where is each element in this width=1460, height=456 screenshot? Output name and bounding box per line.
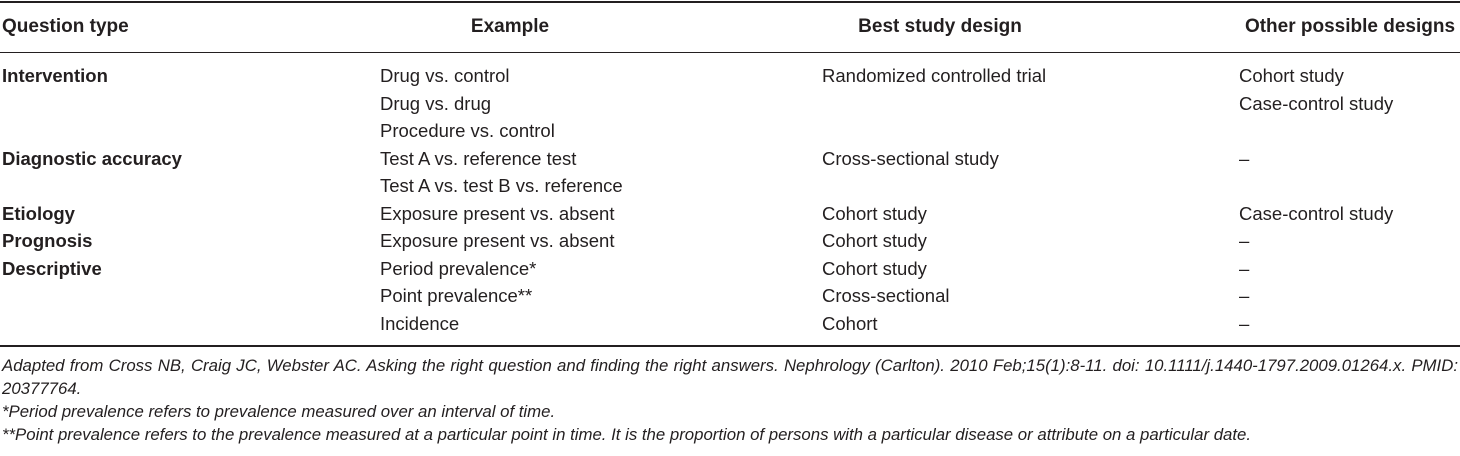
cell-best-design: Randomized controlled trial [822,65,1047,86]
table-row [0,172,1460,200]
header-best-study-design: Best study design [858,16,1022,37]
cell-other-designs: – [1239,230,1250,251]
cell-example: Exposure present vs. absent [380,202,615,224]
cell-best-design: Cohort [822,312,878,334]
table-row [0,255,1460,283]
cell-question-type: Intervention [2,65,108,86]
footnote-source: Adapted from Cross NB, Craig JC, Webster AC. Asking the right question and finding the right answers. Nephrology (Carlton). 2010 Feb;15(1):8-11. doi: 10.1111/j.1440-1797.2009.01264.x. PMID: 20377764. [2,356,1458,398]
cell-example: Drug vs. control [380,65,510,86]
footnote-point-prevalence: **Point prevalence refers to the prevalence measured at a particular point in time. It is the proportion of persons with a particular disease or attribute on a particular date. [2,425,1252,444]
table-row [0,117,1460,145]
header-question-type: Question type [2,16,129,37]
table-row [0,145,1460,173]
table-row [0,310,1460,338]
cell-best-design: Cohort study [822,202,927,224]
cell-other-designs: – [1239,285,1250,306]
header-other-possible-designs: Other possible designs [1244,16,1456,37]
cell-other-designs: – [1239,257,1250,279]
cell-example: Incidence [380,312,460,334]
header-rule [0,52,1460,53]
table-row [0,90,1460,118]
table-bottom-rule [0,345,1460,347]
table-top-rule [0,1,1460,3]
cell-example: Test A vs. test B vs. reference [380,175,623,196]
cell-question-type: Descriptive [2,257,102,279]
cell-other-designs: – [1239,312,1250,334]
table-footnotes [2,354,1458,446]
table-row [0,62,1460,90]
cell-question-type: Prognosis [2,230,93,251]
cell-example: Point prevalence** [380,285,533,306]
table-body [0,62,1460,337]
cell-question-type: Diagnostic accuracy [2,147,182,169]
cell-example: Test A vs. reference test [380,147,577,169]
table-row [0,282,1460,310]
cell-best-design: Cross-sectional [822,285,950,306]
cell-other-designs: Cohort study [1239,65,1344,86]
cell-best-design: Cohort study [822,230,927,251]
cell-other-designs: Case-control study [1239,92,1394,114]
footnote-period-prevalence: *Period prevalence refers to prevalence measured over an interval of time. [2,402,556,421]
header-example: Example [470,16,550,37]
cell-best-design: Cross-sectional study [822,147,999,169]
cell-example: Procedure vs. control [380,120,555,141]
cell-example: Period prevalence* [380,257,537,279]
table-row [0,200,1460,228]
cell-example: Drug vs. drug [380,92,492,114]
cell-other-designs: – [1239,147,1250,169]
cell-example: Exposure present vs. absent [380,230,615,251]
cell-question-type: Etiology [2,202,75,224]
table-row [0,227,1460,255]
cell-best-design: Cohort study [822,257,927,279]
cell-other-designs: Case-control study [1239,202,1394,224]
